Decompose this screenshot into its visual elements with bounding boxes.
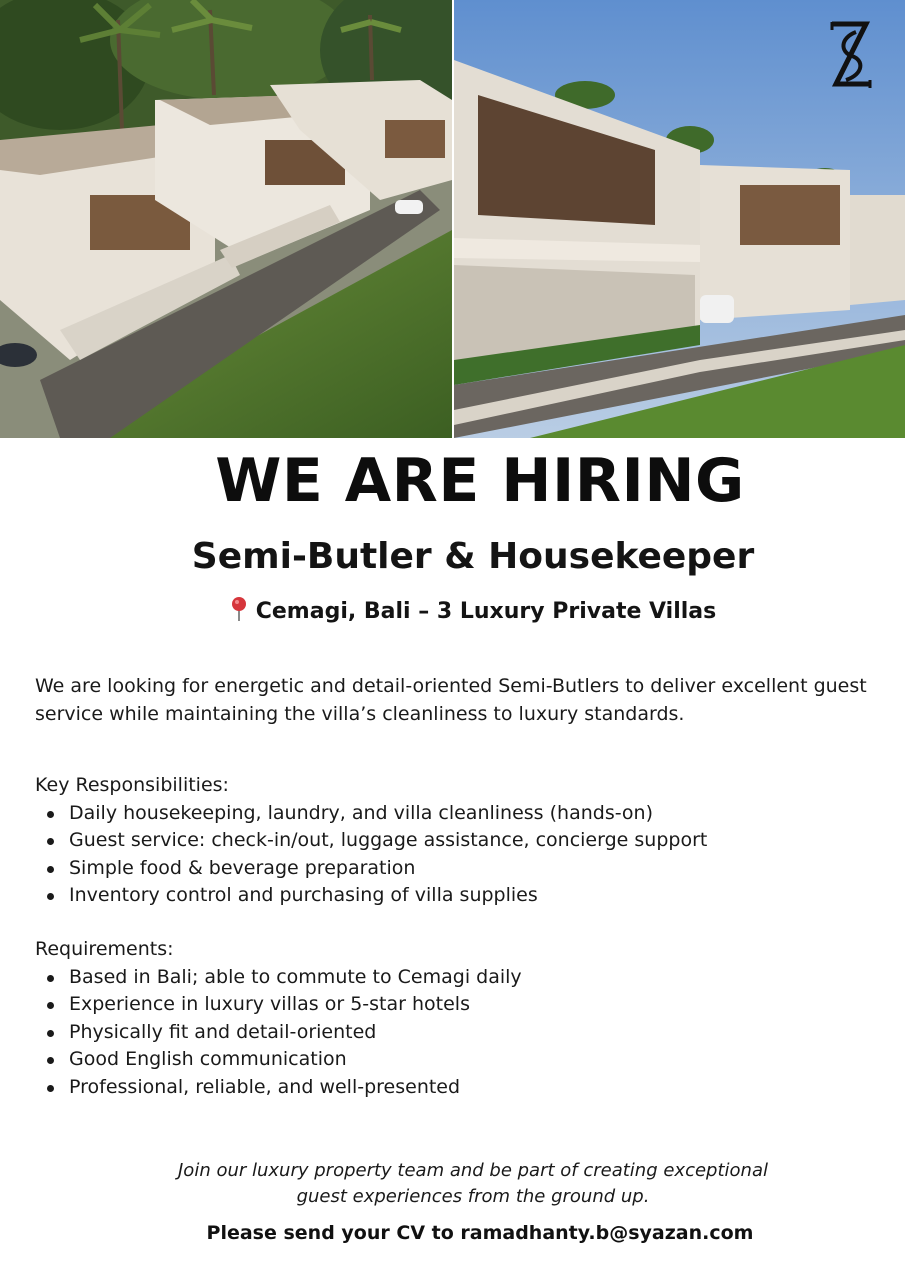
hiring-headline: WE ARE HIRING — [215, 446, 745, 516]
responsibilities-heading: Key Responsibilities: — [35, 774, 229, 796]
location-text: Cemagi, Bali – 3 Luxury Private Villas — [255, 599, 717, 624]
closing-message — [0, 1158, 905, 1210]
requirements-list — [35, 964, 885, 1102]
job-location — [0, 596, 905, 624]
list-item: Physically fit and detail-oriented — [35, 1019, 885, 1047]
requirements-heading: Requirements: — [35, 938, 174, 960]
list-item: Based in Bali; able to commute to Cemagi daily — [35, 964, 885, 992]
requirements-section — [35, 936, 885, 1101]
list-item: Good English communication — [35, 1046, 885, 1074]
list-item: Guest service: check-in/out, luggage assistance, concierge support — [35, 827, 885, 855]
villa-renderings-image — [0, 0, 905, 438]
hero-banner — [0, 0, 905, 438]
responsibilities-section — [35, 772, 885, 910]
responsibilities-list — [35, 800, 885, 910]
list-item: Experience in luxury villas or 5-star hotels — [35, 991, 885, 1019]
list-item: Daily housekeeping, laundry, and villa cleanliness (hands-on) — [35, 800, 885, 828]
list-item: Professional, reliable, and well-presented — [35, 1074, 885, 1102]
closing-line-2: guest experiences from the ground up. — [296, 1186, 650, 1207]
map-pin-icon — [230, 596, 248, 622]
sz-monogram-logo — [826, 18, 876, 94]
job-title: Semi-Butler & Housekeeper — [191, 536, 755, 577]
apply-instructions: Please send your CV to ramadhanty.b@syazan.com — [206, 1222, 754, 1244]
list-item: Simple food & beverage preparation — [35, 855, 885, 883]
list-item: Inventory control and purchasing of villa supplies — [35, 882, 885, 910]
closing-line-1: Join our luxury property team and be part of creating exceptional — [178, 1160, 768, 1181]
job-intro: We are looking for energetic and detail-oriented Semi-Butlers to deliver excellent guest service while maintaining the villa’s cleanliness to luxury standards. — [35, 675, 867, 725]
villa-aerial-rendering — [0, 0, 480, 438]
